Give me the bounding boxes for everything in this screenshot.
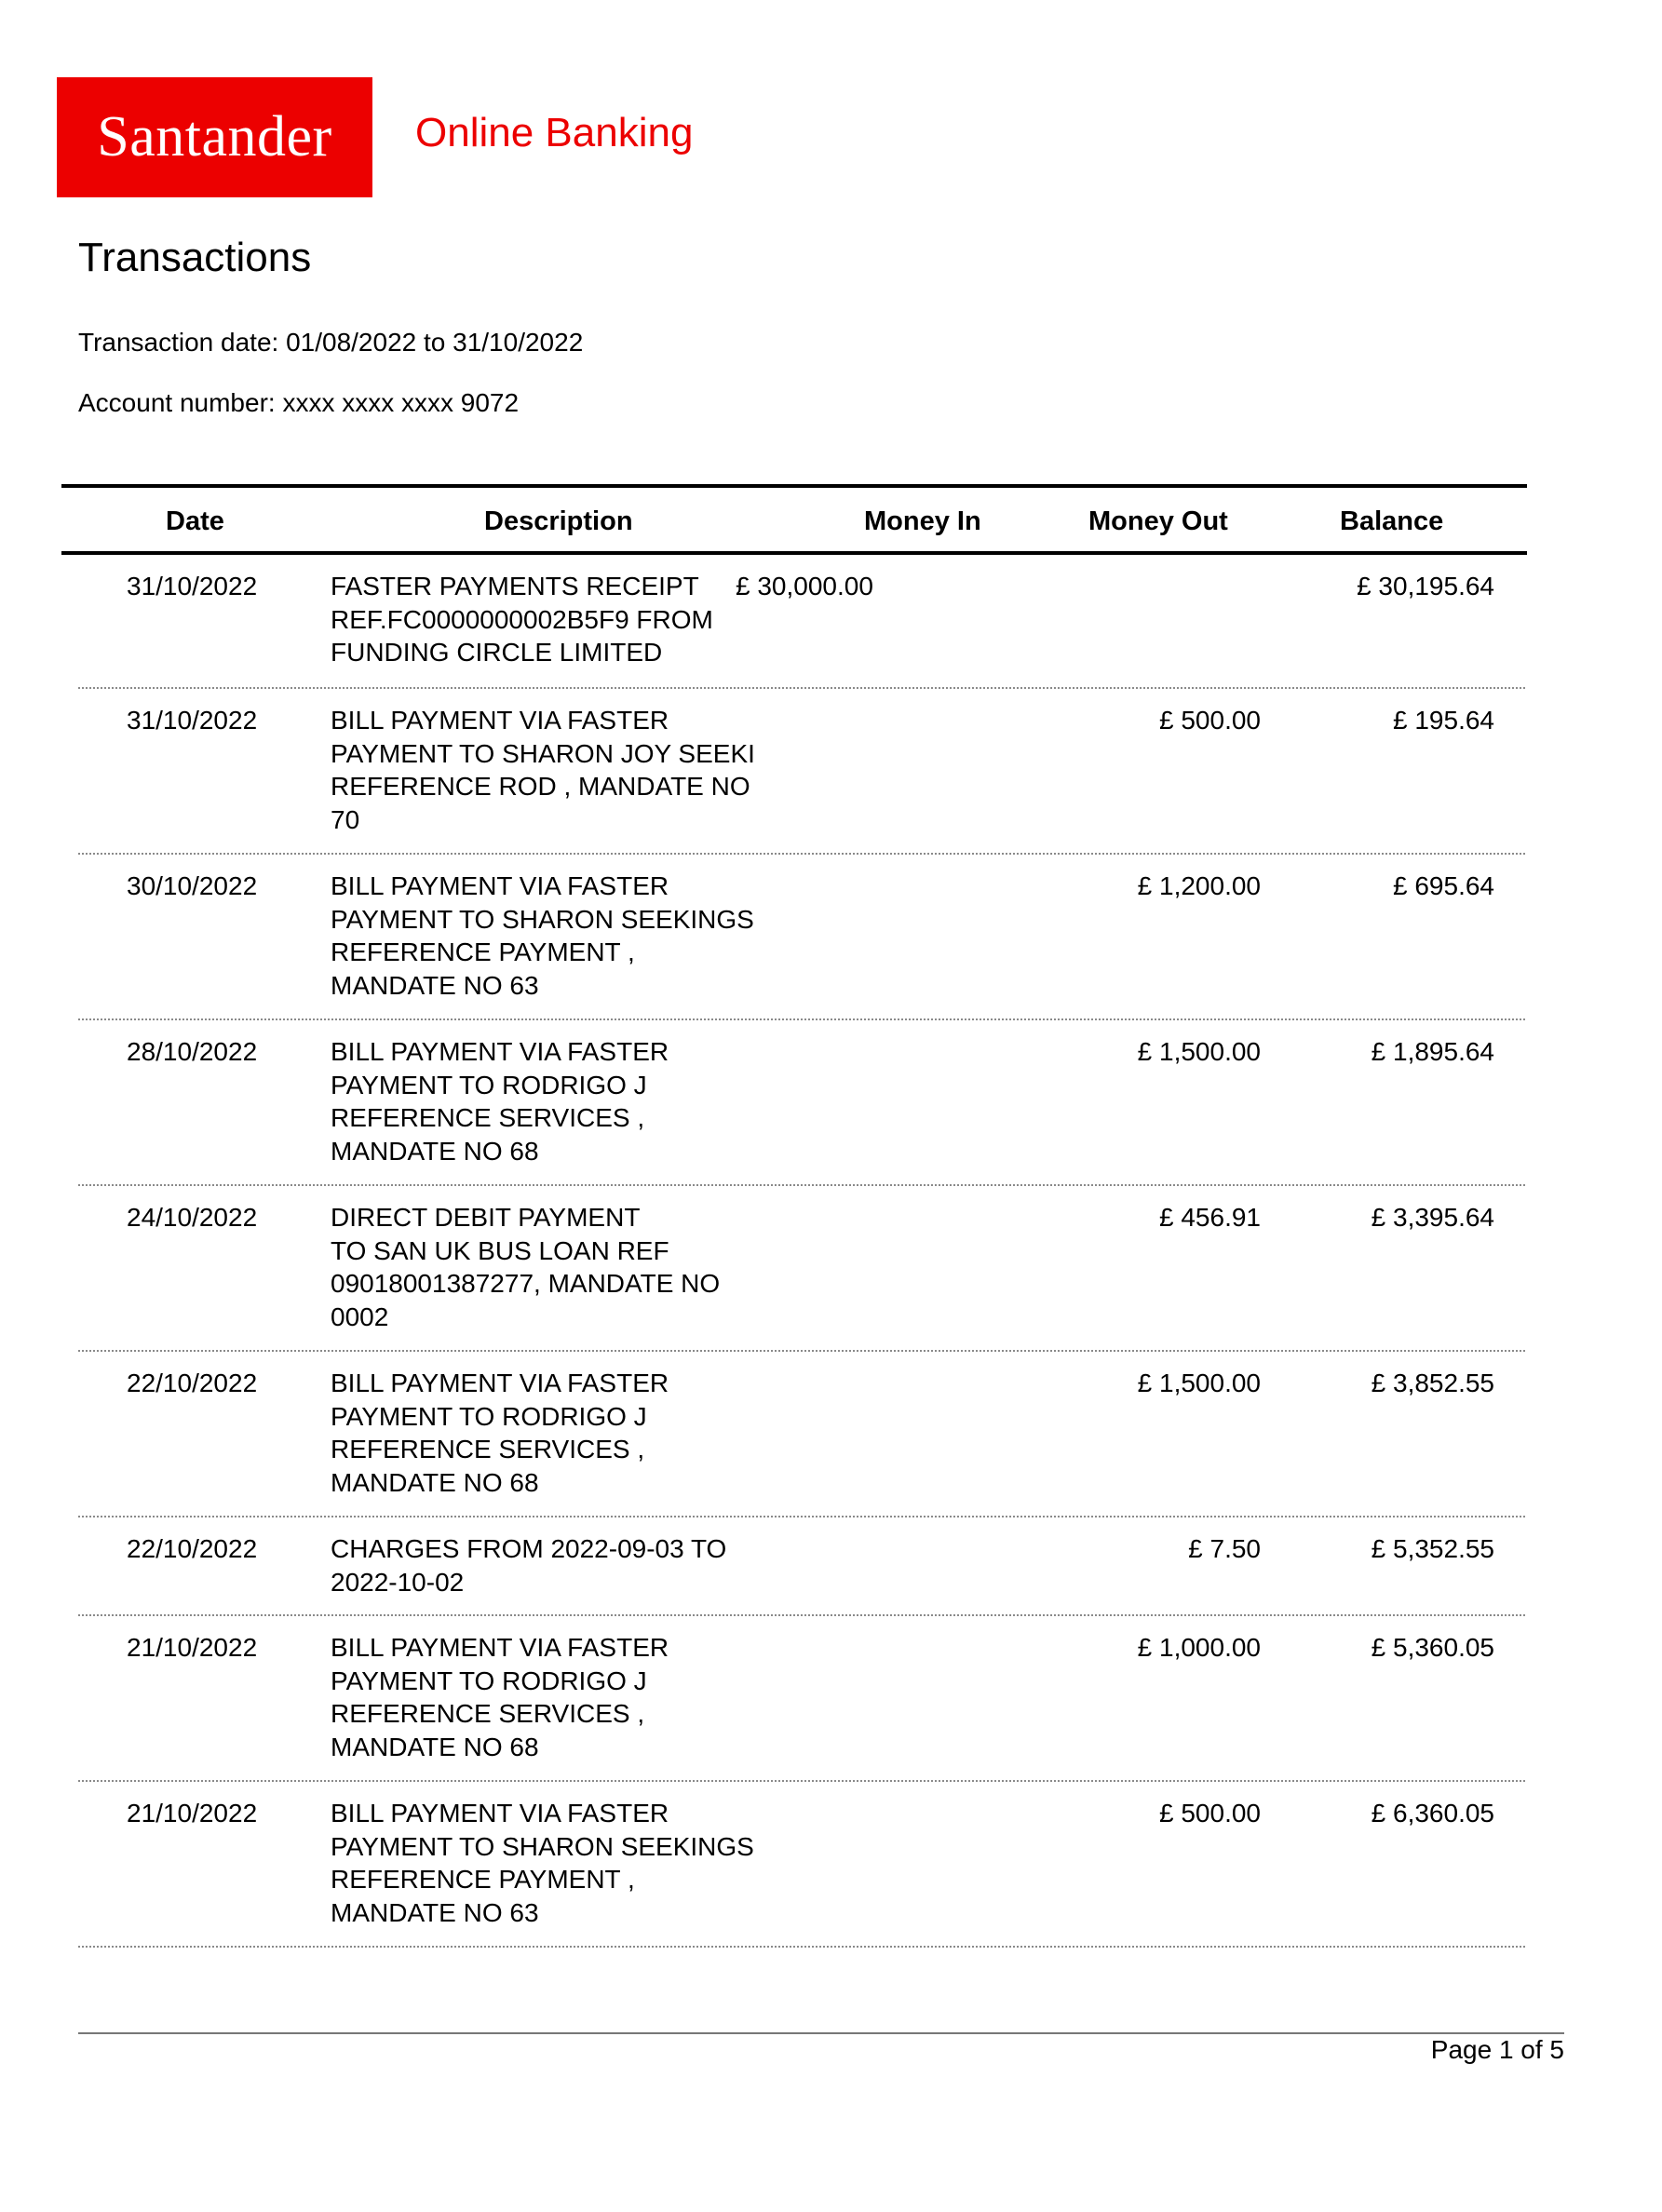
cell-date: 22/10/2022 [127, 1534, 258, 1563]
table-row [78, 1782, 1525, 1948]
account-number: Account number: xxxx xxxx xxxx 9072 [78, 388, 520, 417]
cell-date: 31/10/2022 [127, 572, 258, 600]
cell-description: DIRECT DEBIT PAYMENT TO SAN UK BUS LOAN REF 09018001387277, MANDATE NO 0002 [331, 1203, 721, 1331]
cell-balance: £ 3,395.64 [1371, 1203, 1494, 1232]
cell-balance: £ 30,195.64 [1357, 572, 1494, 600]
header-balance: Balance [1340, 506, 1444, 536]
transactions-table [61, 484, 1527, 1948]
cell-balance: £ 3,852.55 [1371, 1369, 1494, 1397]
cell-balance: £ 695.64 [1393, 871, 1494, 900]
table-header [61, 488, 1527, 551]
table-row [78, 1020, 1525, 1186]
cell-money-out: £ 1,500.00 [1137, 1369, 1261, 1397]
cell-money-out: £ 500.00 [1159, 1799, 1261, 1828]
cell-date: 30/10/2022 [127, 871, 258, 900]
header-description: Description [484, 506, 633, 536]
cell-money-out: £ 456.91 [1159, 1203, 1261, 1232]
cell-balance: £ 1,895.64 [1371, 1037, 1494, 1066]
page-title: Transactions [78, 235, 312, 280]
cell-balance: £ 5,360.05 [1371, 1633, 1494, 1662]
header-money-out: Money Out [1088, 506, 1228, 536]
transaction-date-range: Transaction date: 01/08/2022 to 31/10/2022 [78, 328, 584, 357]
cell-money-in: £ 30,000.00 [736, 572, 873, 600]
cell-money-out: £ 1,000.00 [1137, 1633, 1261, 1662]
cell-description: BILL PAYMENT VIA FASTER PAYMENT TO SHARON JOY SEEKI REFERENCE ROD , MANDATE NO 70 [331, 706, 755, 834]
table-row [78, 1352, 1525, 1517]
brand-logo [57, 77, 372, 197]
table-row [78, 555, 1525, 689]
brand-logo-text: Santander [97, 105, 332, 169]
cell-balance: £ 6,360.05 [1371, 1799, 1494, 1828]
cell-description: BILL PAYMENT VIA FASTER PAYMENT TO RODRIGO J REFERENCE SERVICES , MANDATE NO 68 [331, 1369, 669, 1497]
cell-description: FASTER PAYMENTS RECEIPT REF.FC0000000002B5F9 FROM FUNDING CIRCLE LIMITED [331, 572, 713, 667]
table-row [78, 1616, 1525, 1782]
table-row [78, 1517, 1525, 1616]
cell-date: 22/10/2022 [127, 1369, 258, 1397]
cell-balance: £ 5,352.55 [1371, 1534, 1494, 1563]
table-body [61, 555, 1527, 1948]
cell-description: BILL PAYMENT VIA FASTER PAYMENT TO RODRIGO J REFERENCE SERVICES , MANDATE NO 68 [331, 1633, 669, 1761]
cell-balance: £ 195.64 [1393, 706, 1494, 735]
header-date: Date [166, 506, 224, 536]
cell-description: BILL PAYMENT VIA FASTER PAYMENT TO SHARON SEEKINGS REFERENCE PAYMENT , MANDATE NO 63 [331, 1799, 754, 1927]
cell-date: 21/10/2022 [127, 1633, 258, 1662]
header-money-in: Money In [864, 506, 981, 536]
cell-money-out: £ 7.50 [1188, 1534, 1261, 1563]
cell-money-out: £ 1,200.00 [1137, 871, 1261, 900]
cell-money-out: £ 1,500.00 [1137, 1037, 1261, 1066]
page-number: Page 1 of 5 [1430, 2035, 1564, 2064]
cell-date: 28/10/2022 [127, 1037, 258, 1066]
cell-description: BILL PAYMENT VIA FASTER PAYMENT TO SHARON SEEKINGS REFERENCE PAYMENT , MANDATE NO 63 [331, 871, 754, 1000]
table-row [78, 1186, 1525, 1352]
cell-date: 21/10/2022 [127, 1799, 258, 1828]
cell-date: 24/10/2022 [127, 1203, 258, 1232]
table-row [78, 855, 1525, 1020]
cell-date: 31/10/2022 [127, 706, 258, 735]
footer-rule [78, 2032, 1564, 2034]
table-row [78, 689, 1525, 855]
cell-money-out: £ 500.00 [1159, 706, 1261, 735]
cell-description: BILL PAYMENT VIA FASTER PAYMENT TO RODRIGO J REFERENCE SERVICES , MANDATE NO 68 [331, 1037, 669, 1166]
cell-description: CHARGES FROM 2022-09-03 TO 2022-10-02 [331, 1534, 727, 1597]
brand-subtitle: Online Banking [415, 110, 694, 155]
